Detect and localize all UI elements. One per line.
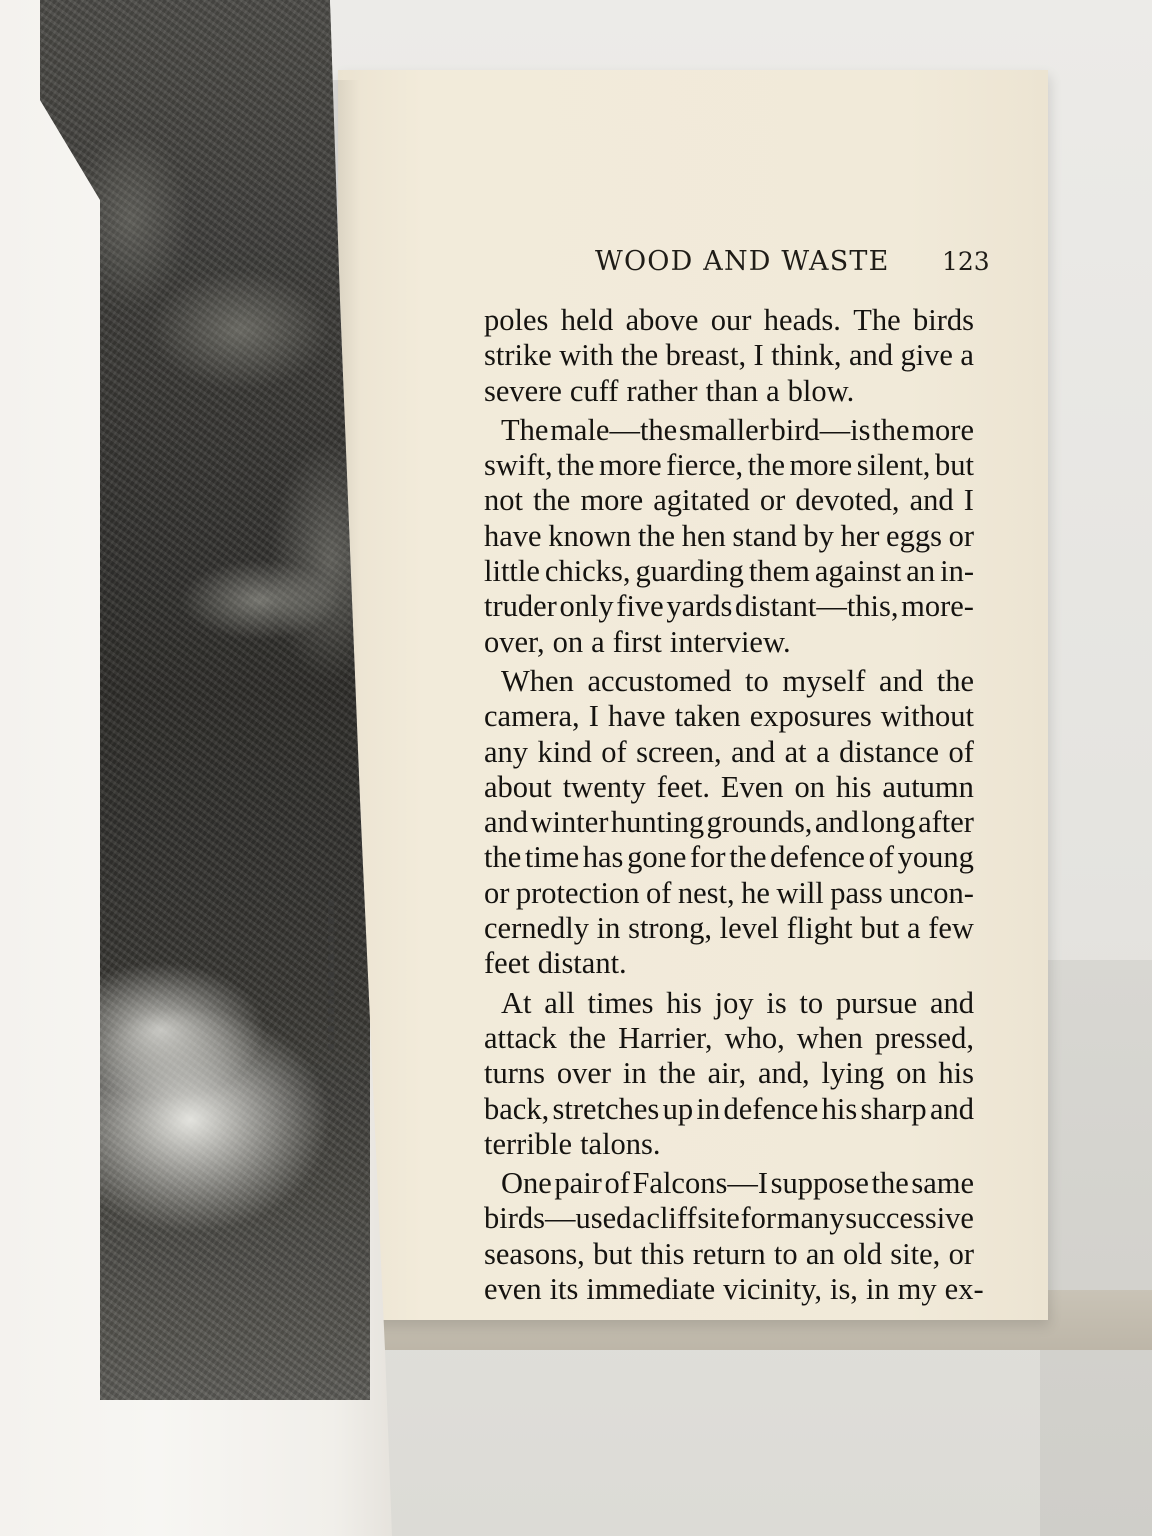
running-head (590, 246, 990, 286)
text-line: One pair of Falcons—I suppose the same (501, 1166, 974, 1201)
text-line: turns over in the air, and, lying on his (484, 1056, 974, 1091)
text-line: back, stretches up in defence his sharp and (484, 1091, 974, 1126)
text-line: strike with the breast, I think, and give a (484, 338, 974, 373)
text-line: and winter hunting grounds, and long after (484, 805, 974, 840)
text-line: camera, I have taken exposures without (484, 699, 974, 734)
text-line: poles held above our heads. The birds (484, 303, 974, 337)
paragraph (484, 413, 974, 660)
text-line: not the more agitated or devoted, and I (484, 483, 974, 518)
paragraph (484, 1166, 984, 1307)
text-line: have known the hen stand by her eggs or (484, 518, 974, 553)
text-line: severe cuff rather than a blow. (484, 373, 855, 408)
running-title: WOOD AND WASTE (595, 246, 890, 277)
page-number: 123 (942, 247, 990, 276)
body-text (484, 303, 984, 1307)
text-line: even its immediate vicinity, is, in my ex- (484, 1272, 984, 1307)
text-line: seasons, but this return to an old site, or (484, 1236, 974, 1271)
table-surface (1040, 960, 1152, 1536)
text-line: The male—the smaller bird—is the more (501, 412, 974, 447)
text-line: the time has gone for the defence of young (484, 840, 974, 875)
text-line: over, on a first interview. (484, 624, 791, 659)
text-line: truder only five yards distant—this, more- (484, 589, 974, 624)
paragraph (484, 664, 974, 982)
paragraph (484, 986, 974, 1162)
text-line: or protection of nest, he will pass uncon- (484, 875, 974, 910)
paragraph (484, 303, 974, 409)
text-line: At all times his joy is to pursue and (501, 985, 974, 1020)
text-line: any kind of screen, and at a distance of (484, 734, 974, 769)
text-line: little chicks, guarding them against an in- (484, 554, 974, 589)
text-line: feet distant. (484, 946, 627, 981)
text-line: attack the Harrier, who, when pressed, (484, 1020, 974, 1055)
text-line: cernedly in strong, level flight but a few (484, 911, 974, 946)
text-line: terrible talons. (484, 1126, 661, 1161)
photograph-plate (40, 0, 370, 1536)
text-line: swift, the more fierce, the more silent, but (484, 448, 974, 483)
plate-caption (322, 900, 338, 1140)
left-book-page (0, 0, 392, 1536)
text-line: about twenty feet. Even on his autumn (484, 769, 974, 804)
plate-caption-text-blurred (328, 900, 334, 1050)
text-line: When accustomed to myself and the (501, 663, 974, 698)
text-line: birds—used a cliff site for many successive (484, 1201, 974, 1236)
